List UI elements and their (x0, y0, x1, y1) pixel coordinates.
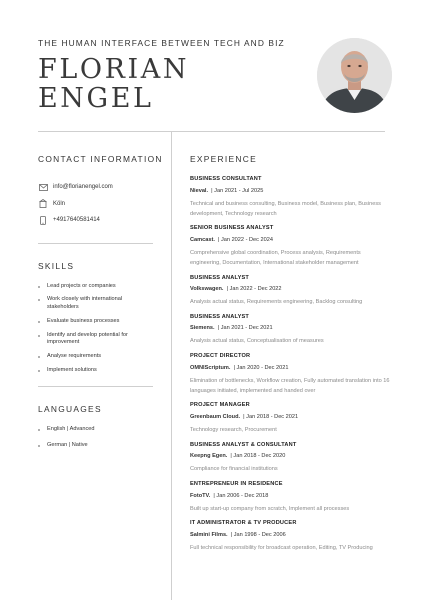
first-name: FLORIAN (38, 54, 190, 85)
job-description: Elimination of bottlenecks, Workflow creation, Fully automated translation into 16 languages initiated, implemented and handed over (190, 377, 390, 394)
job-entry (190, 176, 390, 219)
tagline: THE HUMAN INTERFACE BETWEEN TECH AND BIZ (38, 38, 285, 48)
job-entry (190, 402, 390, 435)
job-entry (190, 225, 390, 268)
job-meta (190, 493, 390, 499)
job-dates: | Jan 2006 - Dec 2018 (213, 492, 269, 499)
skills-title: SKILLS (38, 260, 75, 271)
job-dates: | Jan 2018 - Dec 2020 (230, 453, 286, 460)
mail-icon (38, 182, 48, 192)
profile-photo (317, 38, 392, 113)
language-item: German | Native (38, 442, 153, 450)
job-meta (190, 414, 390, 420)
job-description: Technical and business consulting, Business model, Business plan, Business development, Technology research (190, 200, 381, 217)
job-meta (190, 453, 390, 459)
company-name: Siemens. (190, 325, 215, 332)
job-entry (190, 520, 390, 553)
languages-title: LANGUAGES (38, 403, 102, 414)
left-column (38, 154, 163, 449)
job-meta (190, 237, 390, 243)
job-description: Compliance for financial institutions (190, 466, 278, 473)
job-description: Analysis actual status, Conceptualisation of measures (190, 338, 324, 345)
full-name (38, 55, 288, 113)
job-meta (190, 365, 390, 371)
job-title: BUSINESS ANALYST & CONSULTANT (190, 441, 297, 448)
company-name: Keepng Egen. (190, 453, 228, 460)
experience-column (190, 154, 390, 560)
language-item: English | Advanced (38, 426, 153, 434)
job-description: Technology research, Procurement (190, 427, 277, 433)
job-entry (190, 275, 390, 308)
job-description: Full technical responsibility for broadcast operation, Editing, TV Producing (190, 544, 373, 551)
header-divider (38, 131, 385, 132)
job-title: PROJECT DIRECTOR (190, 353, 251, 360)
skills-list (38, 283, 153, 375)
skill-item: Work closely with international stakeholders (38, 296, 153, 312)
location-text: Köln (53, 200, 66, 207)
skill-item: Identify and develop potential for improvement (38, 332, 153, 348)
job-meta (190, 286, 390, 292)
job-entry (190, 353, 390, 396)
contact-location (38, 196, 153, 212)
company-name: OMNIScriptum. (190, 364, 231, 371)
job-entry (190, 481, 390, 514)
job-dates: | Jan 2022 - Dec 2024 (217, 236, 273, 243)
job-title: ENTREPRENEUR IN RESIDENCE (190, 480, 283, 487)
company-name: Greenbaum Cloud. (190, 414, 241, 420)
contact-email (38, 179, 153, 195)
job-dates: | Jan 1998 - Dec 2006 (230, 531, 286, 538)
last-name: ENGEL (38, 83, 154, 114)
job-dates: | Jan 2021 - Dec 2021 (217, 325, 273, 332)
languages-list (38, 426, 153, 450)
skill-item: Lead projects or companies (38, 283, 153, 291)
company-name: FotoTV. (190, 492, 211, 499)
experience-title: EXPERIENCE (190, 154, 257, 164)
skill-item: Evaluate business processes (38, 318, 153, 326)
job-dates: | Jan 2018 - Dec 2021 (243, 414, 299, 420)
job-dates: | Jan 2020 - Dec 2021 (233, 364, 289, 371)
phone-icon (38, 215, 48, 225)
contact-phone (38, 212, 153, 228)
job-meta (190, 325, 390, 331)
company-name: Salmini Films. (190, 531, 228, 538)
phone-text[interactable]: +4917640581414 (53, 217, 100, 223)
email-text[interactable]: info@florianengel.com (53, 184, 113, 190)
job-title: IT ADMINISTRATOR & TV PRODUCER (190, 520, 297, 527)
skill-item: Implement solutions (38, 367, 153, 375)
skill-item: Analyse requirements (38, 353, 153, 361)
job-description: Analysis actual status, Requirements engineering, Backlog consulting (190, 299, 363, 306)
job-dates: | Jan 2022 - Dec 2022 (226, 286, 282, 293)
job-description: Built up start-up company from scratch, Implement all processes (190, 505, 350, 512)
job-title: BUSINESS ANALYST (190, 274, 250, 281)
column-divider (171, 131, 172, 600)
portrait-icon (317, 38, 392, 113)
job-title: PROJECT MANAGER (190, 402, 250, 409)
job-title: BUSINESS CONSULTANT (190, 176, 262, 182)
job-entry (190, 442, 390, 475)
job-title: BUSINESS ANALYST (190, 313, 250, 320)
company-name: Camcast. (190, 236, 215, 243)
job-entry (190, 314, 390, 347)
company-name: Nieval. (190, 187, 209, 194)
job-title: SENIOR BUSINESS ANALYST (190, 225, 274, 232)
job-meta (190, 188, 390, 194)
job-meta (190, 532, 390, 538)
contact-title: CONTACT INFORMATION (38, 154, 163, 164)
company-name: Volkswagen. (190, 286, 224, 293)
location-icon (38, 199, 48, 209)
job-dates: | Jan 2021 - Jul 2025 (211, 187, 264, 194)
job-description: Comprehensive global coordination, Process analysis, Requirements engineering, Documentation, International stakeholder management (190, 249, 361, 266)
resume-header (38, 38, 288, 113)
